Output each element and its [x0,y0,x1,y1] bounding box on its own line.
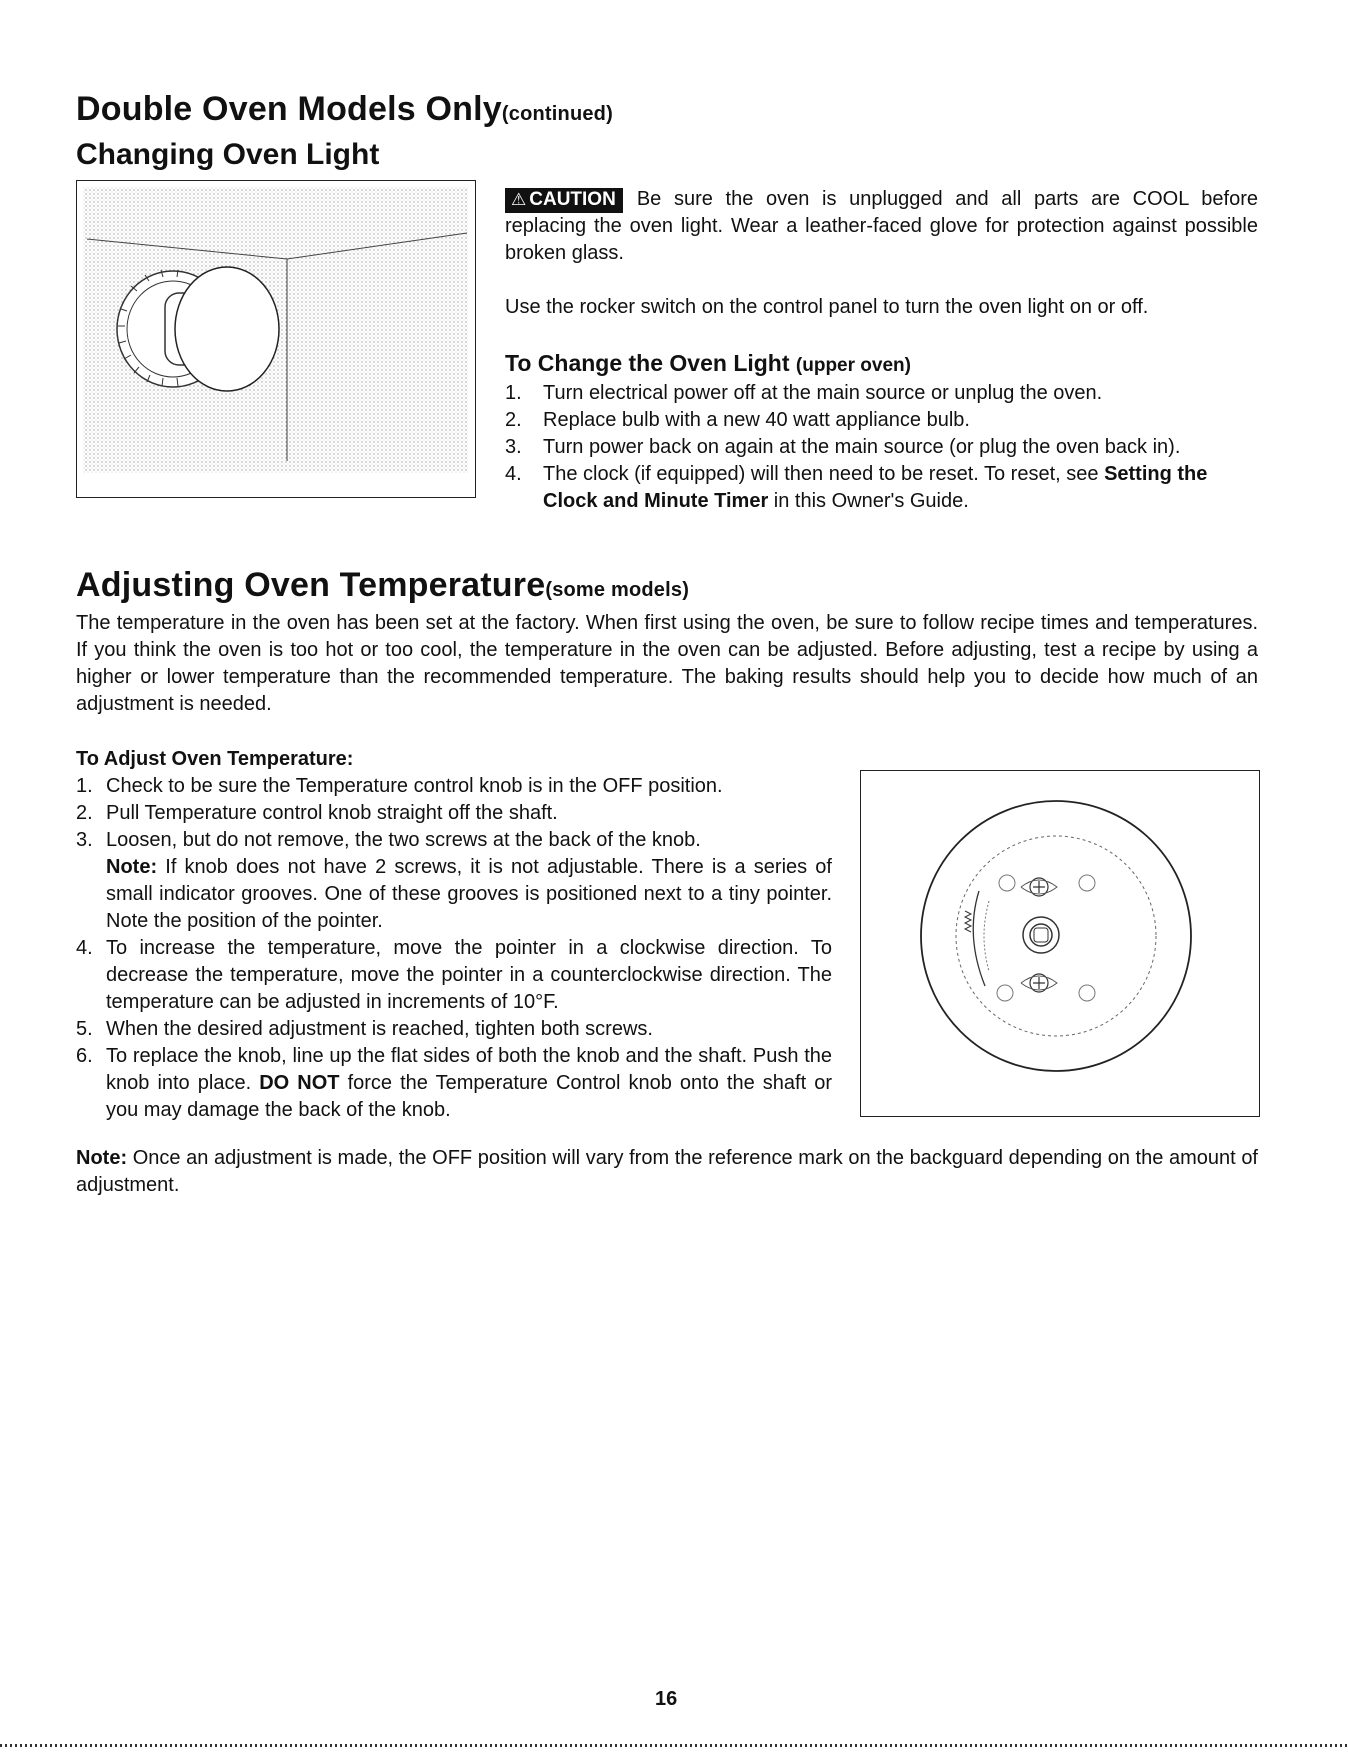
caution-paragraph: ⚠ CAUTION Be sure the oven is unplugged and all parts are COOL before replacing the oven light. Wear a leather-faced glove for protection against possible broken glass. [505,188,1258,264]
adjust-temp-title: Adjusting Oven Temperature(some models) [76,566,690,604]
change-light-steps [505,380,1258,515]
adjust-intro-text: The temperature in the oven has been set at the factory. When first using the oven, be sure to follow recipe times and temperatures. If you think the oven is too hot or too cool, the temperature in the oven can be adjusted. Before adjusting, test a recipe by using a higher or lower temperature than the recommended temperature. The baking results should help you to decide how much of an adjustment is needed. [76,612,1258,715]
page-title: Double Oven Models Only(continued) [76,90,613,128]
list-item: 1. Turn electrical power off at the main source or unplug the oven. [505,382,1103,404]
list-item: 6. To replace the knob, line up the flat sides of both the knob and the shaft. Push the knob into place. DO NOT force the Temperature Control knob onto the shaft or you may damage the back of the knob. [76,1045,833,1121]
knob-illustration [860,770,1260,1117]
list-item: 4. The clock (if equipped) will then need to be reset. To reset, see Setting the Clock and Minute Timer in this Owner's Guide. [505,463,1208,512]
page-number: 16 [655,1688,678,1710]
oven-light-illustration [76,180,476,498]
list-item: 5. When the desired adjustment is reached, tighten both screws. [76,1018,653,1040]
section-title-changing-oven-light: Changing Oven Light [76,138,380,171]
list-item: 4. To increase the temperature, move the pointer in a clockwise direction. To decrease the temperature, move the pointer in a counterclockwise direction. The temperature can be adjusted in increments of 10°F. [76,937,832,1013]
adjust-note: Note: Once an adjustment is made, the OFF position will vary from the reference mark on the backguard depending on the amount of adjustment. [76,1147,1258,1196]
list-item: 2. Replace bulb with a new 40 watt appliance bulb. [505,409,970,431]
list-item: 1. Check to be sure the Temperature control knob is in the OFF position. [76,775,723,797]
list-item: 3. Loosen, but do not remove, the two screws at the back of the knob. Note: If knob does not have 2 screws, it is not adjustable. There is a series of small indicator grooves. One of these grooves is positioned next to a tiny pointer. Note the position of the pointer. [76,829,832,932]
change-light-title: To Change the Oven Light (upper oven) [505,350,911,376]
adjust-subtitle: To Adjust Oven Temperature: [76,748,354,770]
caution-badge: ⚠ CAUTION [505,188,623,213]
temperature-knob-back-drawing [861,771,1258,1115]
adjust-steps [76,773,832,1124]
warning-icon: ⚠ [511,190,527,209]
list-item: 2. Pull Temperature control knob straight off the shaft. [76,802,558,824]
list-item: 3. Turn power back on again at the main source (or plug the oven back in). [505,436,1181,458]
bottom-rule [0,1744,1348,1747]
oven-light-bulb-drawing [77,181,474,496]
rocker-switch-text: Use the rocker switch on the control panel to turn the oven light on or off. [505,296,1149,318]
